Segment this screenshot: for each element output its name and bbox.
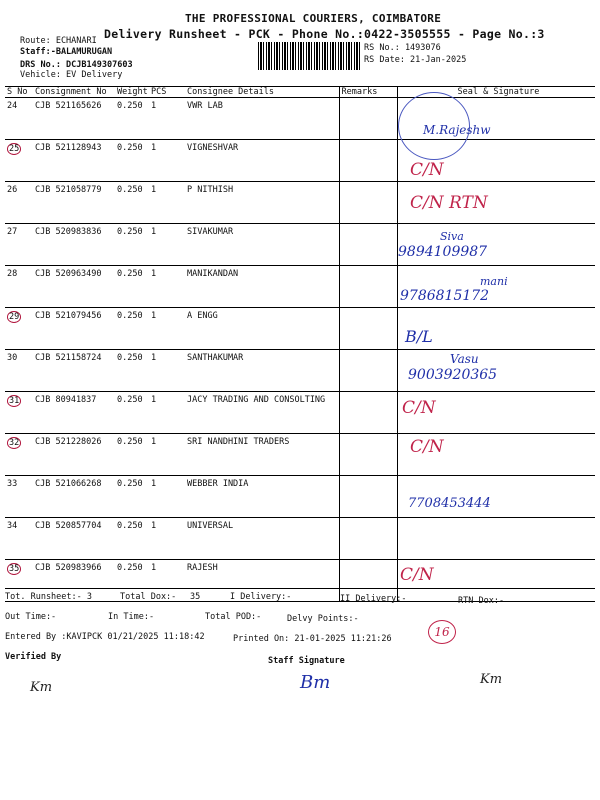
cell-sno bbox=[5, 182, 33, 224]
cell-consignee bbox=[185, 182, 339, 224]
cell-sno-text: 29 bbox=[9, 312, 20, 322]
cell-weight bbox=[115, 140, 149, 182]
cell-sno bbox=[5, 434, 33, 476]
table-row bbox=[5, 434, 595, 476]
staff: Staff:-BALAMURUGAN bbox=[20, 47, 113, 57]
cell-weight-text: 0.250 bbox=[117, 143, 143, 153]
cell-weight-text: 0.250 bbox=[117, 185, 143, 195]
note-row-35: C/N bbox=[400, 565, 434, 585]
cell-consignment bbox=[33, 182, 115, 224]
cell-sno bbox=[5, 98, 33, 140]
verified-by: Verified By bbox=[5, 652, 62, 662]
cell-consignment-text: CJB 521158724 bbox=[35, 353, 102, 363]
cell-consignment-text: CJB 520983966 bbox=[35, 563, 102, 573]
out-time: Out Time:- bbox=[5, 612, 57, 622]
runsheet-subtitle: Delivery Runsheet - PCK - Phone No.:0422-3505555 - Page No.:3 bbox=[104, 27, 545, 41]
cell-sno-text: 31 bbox=[9, 396, 20, 406]
cell-pcs bbox=[149, 308, 185, 350]
cell-pcs bbox=[149, 476, 185, 518]
table-row bbox=[5, 392, 595, 434]
cell-pcs-text: 1 bbox=[151, 185, 157, 195]
cell-weight bbox=[115, 350, 149, 392]
table-row bbox=[5, 182, 595, 224]
cell-weight bbox=[115, 308, 149, 350]
route: Route: ECHANARI bbox=[20, 36, 97, 46]
cell-consignee bbox=[185, 350, 339, 392]
cell-pcs bbox=[149, 392, 185, 434]
extra-signature: Km bbox=[480, 672, 503, 687]
cell-remarks bbox=[339, 350, 397, 392]
runsheet-table bbox=[5, 86, 595, 602]
table-row bbox=[5, 476, 595, 518]
cell-sno-text: 24 bbox=[7, 101, 18, 111]
cell-sno-text: 27 bbox=[7, 227, 18, 237]
cell-sno bbox=[5, 518, 33, 560]
cell-consignee bbox=[185, 392, 339, 434]
note-row-31: C/N bbox=[402, 398, 436, 418]
cell-sno bbox=[5, 350, 33, 392]
cell-consignee-text: VIGNESHVAR bbox=[187, 143, 239, 153]
cell-pcs-text: 1 bbox=[151, 227, 157, 237]
cell-consignment-text: CJB 521058779 bbox=[35, 185, 102, 195]
cell-consignment-text: CJB 521079456 bbox=[35, 311, 102, 321]
cell-sno-text: 33 bbox=[7, 479, 18, 489]
drs-number: DRS No.: DCJB149307603 bbox=[20, 60, 133, 70]
cell-consignee-text: SIVAKUMAR bbox=[187, 227, 234, 237]
cell-pcs-text: 1 bbox=[151, 521, 157, 531]
col-pcs: PCS bbox=[149, 87, 185, 98]
cell-pcs bbox=[149, 224, 185, 266]
cell-remarks bbox=[339, 224, 397, 266]
cell-consignee bbox=[185, 98, 339, 140]
cell-sno bbox=[5, 266, 33, 308]
note-row-26: C/N RTN bbox=[410, 193, 488, 213]
cell-remarks bbox=[339, 476, 397, 518]
table-row bbox=[5, 560, 595, 602]
vehicle: Vehicle: EV Delivery bbox=[20, 70, 123, 80]
cell-pcs-text: 1 bbox=[151, 101, 157, 111]
rs-date: RS Date: 21-Jan-2025 bbox=[364, 55, 467, 65]
table-row bbox=[5, 308, 595, 350]
total-dox-label: Total Dox:- bbox=[120, 592, 177, 602]
cell-remarks bbox=[339, 434, 397, 476]
cell-consignee-text: VWR LAB bbox=[187, 101, 223, 111]
col-consignment: Consignment No bbox=[33, 87, 115, 98]
table-row bbox=[5, 518, 595, 560]
cell-sno bbox=[5, 140, 33, 182]
cell-consignee-text: SRI NANDHINI TRADERS bbox=[187, 437, 290, 447]
cell-sno bbox=[5, 224, 33, 266]
name-row-27: Siva bbox=[440, 230, 464, 243]
i-delivery: I Delivery:- bbox=[230, 592, 292, 602]
cell-weight bbox=[115, 434, 149, 476]
name-row-28: mani bbox=[480, 275, 508, 288]
total-pod: Total POD:- bbox=[205, 612, 262, 622]
rs-number: RS No.: 1493076 bbox=[364, 43, 441, 53]
cell-consignment-text: CJB 521228026 bbox=[35, 437, 102, 447]
cell-remarks bbox=[339, 518, 397, 560]
cell-sno bbox=[5, 308, 33, 350]
cell-sno bbox=[5, 392, 33, 434]
circled-count-text: 16 bbox=[434, 625, 450, 639]
verified-signature: Km bbox=[30, 680, 53, 695]
cell-consignee-text: JACY TRADING AND CONSOLTING bbox=[187, 395, 326, 405]
table-header-row bbox=[5, 87, 595, 98]
staff-signature-label: Staff Signature bbox=[268, 656, 345, 666]
cell-pcs-text: 1 bbox=[151, 479, 157, 489]
printed-on: Printed On: 21-01-2025 11:21:26 bbox=[233, 634, 392, 644]
cell-pcs-text: 1 bbox=[151, 395, 157, 405]
cell-consignee bbox=[185, 476, 339, 518]
cell-weight-text: 0.250 bbox=[117, 227, 143, 237]
cell-sno-text: 25 bbox=[9, 144, 20, 154]
cell-consignee-text: SANTHAKUMAR bbox=[187, 353, 244, 363]
cell-remarks bbox=[339, 182, 397, 224]
cell-consignee-text: MANIKANDAN bbox=[187, 269, 239, 279]
cell-consignment bbox=[33, 224, 115, 266]
cell-consignment bbox=[33, 476, 115, 518]
cell-consignment bbox=[33, 518, 115, 560]
col-sno: S No bbox=[5, 87, 33, 98]
delvy-points: Delvy Points:- bbox=[287, 614, 359, 624]
rtn-dox: RTN Dox:- bbox=[458, 596, 505, 606]
cell-pcs bbox=[149, 140, 185, 182]
cell-consignment bbox=[33, 392, 115, 434]
cell-consignee-text: WEBBER INDIA bbox=[187, 479, 249, 489]
cell-pcs bbox=[149, 434, 185, 476]
cell-consignment bbox=[33, 266, 115, 308]
cell-consignee bbox=[185, 518, 339, 560]
cell-remarks bbox=[339, 266, 397, 308]
cell-consignee bbox=[185, 140, 339, 182]
phone-row-28: 9786815172 bbox=[400, 288, 490, 304]
cell-consignment bbox=[33, 434, 115, 476]
table-row bbox=[5, 224, 595, 266]
cell-pcs bbox=[149, 182, 185, 224]
phone-row-33: 7708453444 bbox=[408, 496, 491, 511]
circled-count bbox=[428, 620, 456, 644]
note-row-29: B/L bbox=[405, 327, 433, 346]
cell-consignee-text: UNIVERSAL bbox=[187, 521, 234, 531]
cell-sno-text: 26 bbox=[7, 185, 18, 195]
cell-sno-text: 35 bbox=[9, 564, 20, 574]
cell-sno bbox=[5, 476, 33, 518]
cell-consignee bbox=[185, 266, 339, 308]
cell-remarks bbox=[339, 140, 397, 182]
cell-remarks bbox=[339, 392, 397, 434]
cell-pcs bbox=[149, 266, 185, 308]
cell-sno-text: 30 bbox=[7, 353, 18, 363]
cell-weight bbox=[115, 224, 149, 266]
col-weight: Weight bbox=[117, 87, 148, 97]
total-dox-value: 35 bbox=[190, 592, 201, 602]
cell-consignment bbox=[33, 140, 115, 182]
entered-by: Entered By :KAVIPCK 01/21/2025 11:18:42 bbox=[5, 632, 205, 642]
cell-consignee bbox=[185, 308, 339, 350]
col-remarks: Remarks bbox=[339, 87, 397, 98]
cell-weight bbox=[115, 182, 149, 224]
cell-pcs-text: 1 bbox=[151, 563, 157, 573]
in-time: In Time:- bbox=[108, 612, 155, 622]
cell-consignment-text: CJB 520983836 bbox=[35, 227, 102, 237]
cell-consignment-text: CJB 520857704 bbox=[35, 521, 102, 531]
cell-weight-text: 0.250 bbox=[117, 521, 143, 531]
cell-remarks bbox=[339, 308, 397, 350]
cell-weight bbox=[115, 476, 149, 518]
cell-consignment bbox=[33, 98, 115, 140]
cell-weight-text: 0.250 bbox=[117, 437, 143, 447]
cell-remarks bbox=[339, 98, 397, 140]
cell-consignment-text: CJB 80941837 bbox=[35, 395, 97, 405]
cell-consignee bbox=[185, 434, 339, 476]
cell-pcs bbox=[149, 350, 185, 392]
cell-pcs bbox=[149, 518, 185, 560]
cell-consignment bbox=[33, 308, 115, 350]
cell-consignee-text: RAJESH bbox=[187, 563, 218, 573]
cell-pcs-text: 1 bbox=[151, 269, 157, 279]
cell-consignment-text: CJB 521066268 bbox=[35, 479, 102, 489]
ii-delivery: II Delivery:- bbox=[340, 594, 407, 604]
cell-weight bbox=[115, 98, 149, 140]
cell-signature bbox=[397, 518, 595, 560]
cell-sno-text: 32 bbox=[9, 438, 20, 448]
cell-weight bbox=[115, 518, 149, 560]
cell-sno-text: 34 bbox=[7, 521, 18, 531]
cell-weight bbox=[115, 392, 149, 434]
signature-row-24: M.Rajeshw bbox=[423, 123, 491, 137]
phone-row-30: 9003920365 bbox=[408, 367, 498, 383]
cell-weight-text: 0.250 bbox=[117, 311, 143, 321]
cell-weight-text: 0.250 bbox=[117, 101, 143, 111]
company-name: THE PROFESSIONAL COURIERS, COIMBATORE bbox=[185, 12, 442, 25]
cell-sno-text: 28 bbox=[7, 269, 18, 279]
cell-weight-text: 0.250 bbox=[117, 353, 143, 363]
cell-weight-text: 0.250 bbox=[117, 563, 143, 573]
cell-consignee-text: A ENGG bbox=[187, 311, 218, 321]
note-row-25: C/N bbox=[410, 160, 444, 180]
cell-pcs-text: 1 bbox=[151, 143, 157, 153]
footer-divider bbox=[5, 588, 595, 589]
cell-weight-text: 0.250 bbox=[117, 269, 143, 279]
cell-consignment-text: CJB 521128943 bbox=[35, 143, 102, 153]
cell-consignment-text: CJB 520963490 bbox=[35, 269, 102, 279]
cell-consignee bbox=[185, 224, 339, 266]
table-row bbox=[5, 98, 595, 140]
name-row-30: Vasu bbox=[450, 352, 479, 366]
table-row bbox=[5, 140, 595, 182]
cell-pcs-text: 1 bbox=[151, 437, 157, 447]
table-row bbox=[5, 350, 595, 392]
tot-runsheet: Tot. Runsheet:- 3 bbox=[5, 592, 92, 602]
barcode bbox=[258, 42, 360, 70]
cell-weight-text: 0.250 bbox=[117, 479, 143, 489]
cell-consignee-text: P NITHISH bbox=[187, 185, 234, 195]
col-seal-signature: Seal & Signature bbox=[397, 87, 595, 98]
note-row-32: C/N bbox=[410, 437, 444, 457]
col-consignee: Consignee Details bbox=[185, 87, 339, 98]
staff-signature: Bm bbox=[300, 672, 331, 693]
cell-consignment bbox=[33, 350, 115, 392]
cell-pcs-text: 1 bbox=[151, 353, 157, 363]
cell-weight bbox=[115, 266, 149, 308]
phone-row-27: 9894109987 bbox=[398, 244, 488, 260]
cell-consignment-text: CJB 521165626 bbox=[35, 101, 102, 111]
cell-pcs bbox=[149, 98, 185, 140]
cell-weight-text: 0.250 bbox=[117, 395, 143, 405]
cell-pcs-text: 1 bbox=[151, 311, 157, 321]
